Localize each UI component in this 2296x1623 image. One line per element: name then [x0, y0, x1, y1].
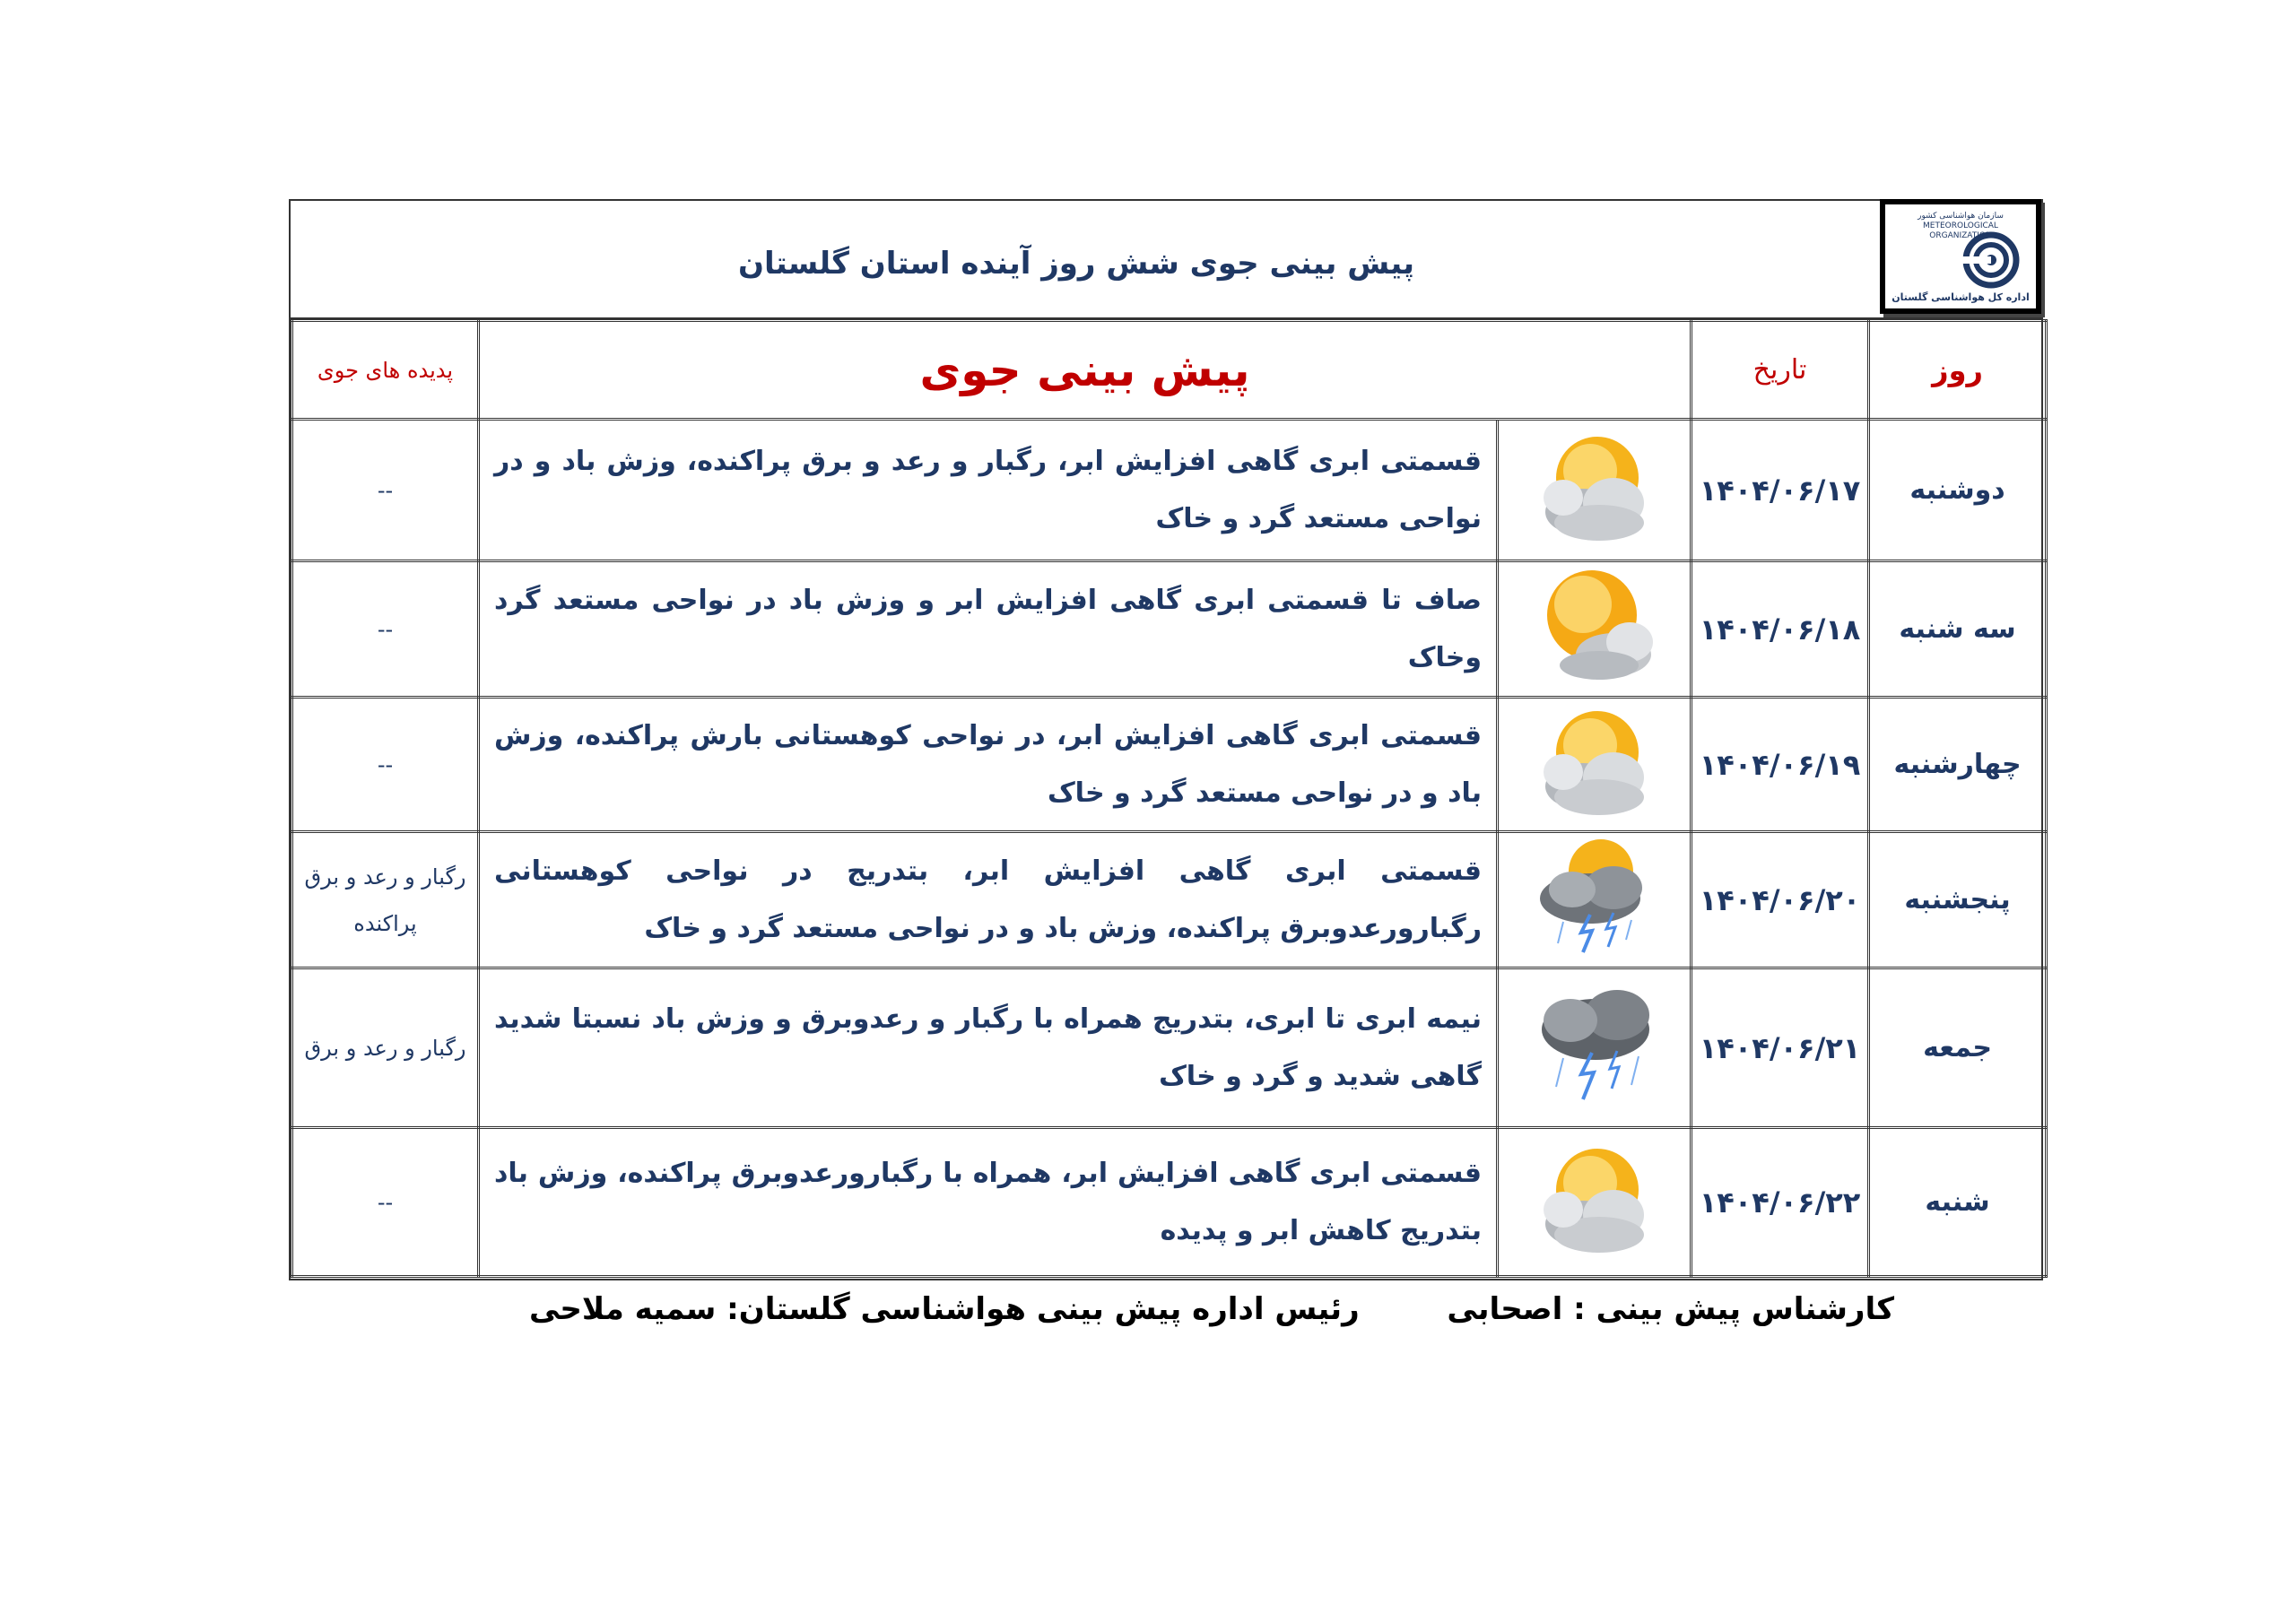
phenomena-cell: --: [292, 420, 479, 561]
date-cell: ۱۴۰۴/۰۶/۲۲: [1692, 1128, 1869, 1277]
date-cell: ۱۴۰۴/۰۶/۱۸: [1692, 561, 1869, 698]
table-row: [292, 420, 2047, 561]
weather-icon-cell: [1498, 561, 1692, 698]
forecast-cell: قسمتی ابری گاهی افزایش ابر، در نواحی کوهستانی بارش پراکنده، وزش باد و در نواحی مستعد گرد و خاک: [479, 698, 1498, 832]
table-row: [292, 968, 2047, 1128]
forecast-sheet: [289, 199, 2043, 1280]
day-cell: پنجشنبه: [1869, 832, 2047, 968]
table-row: [292, 698, 2047, 832]
day-cell: جمعه: [1869, 968, 2047, 1128]
weather-icon-cell: [1498, 698, 1692, 832]
weather-icon-cell: [1498, 968, 1692, 1128]
weather-icon-cell: [1498, 420, 1692, 561]
phenomena-cell: --: [292, 561, 479, 698]
header-day: روز: [1869, 321, 2047, 420]
forecast-cell: صاف تا قسمتی ابری گاهی افزایش ابر و وزش باد در نواحی مستعد گرد وخاک: [479, 561, 1498, 698]
forecast-cell: قسمتی ابری گاهی افزایش ابر، رگبار و رعد و برق پراکنده، وزش باد و در نواحی مستعد گرد و خاک: [479, 420, 1498, 561]
day-cell: چهارشنبه: [1869, 698, 2047, 832]
logo-emblem-icon: [1892, 226, 2029, 291]
forecaster-signature: کارشناس پیش بینی : اصحابی: [1447, 1291, 1894, 1327]
page-title: پیش بینی جوی شش روز آینده استان گلستان: [738, 246, 1414, 282]
partly-cloudy-icon: [1527, 1138, 1662, 1263]
day-cell: شنبه: [1869, 1128, 2047, 1277]
date-cell: ۱۴۰۴/۰۶/۲۰: [1692, 832, 1869, 968]
thunderstorm-icon: [1527, 979, 1662, 1114]
weather-icon-cell: [1498, 1128, 1692, 1277]
table-row: [292, 832, 2047, 968]
logo-top-text: سازمان هواشناسی کشور METEOROLOGICAL ORGANIZATION: [1918, 212, 2004, 240]
meteorological-organization-logo: [1880, 199, 2041, 314]
header-phenomena: پدیده های جوی: [292, 321, 479, 420]
forecast-table: [291, 319, 2048, 1278]
partly-cloudy-icon: [1527, 700, 1662, 826]
phenomena-cell: رگبار و رعد و برق: [292, 968, 479, 1128]
title-row: [291, 201, 2041, 319]
date-cell: ۱۴۰۴/۰۶/۱۹: [1692, 698, 1869, 832]
phenomena-cell: --: [292, 1128, 479, 1277]
forecast-cell: قسمتی ابری گاهی افزایش ابر، بتدریج در نواحی کوهستانی رگبارورعدوبرق پراکنده، وزش باد و در نواحی مستعد گرد و خاک: [479, 832, 1498, 968]
weather-icon-cell: [1498, 832, 1692, 968]
day-cell: دوشنبه: [1869, 420, 2047, 561]
phenomena-cell: رگبار و رعد و برق پراکنده: [292, 832, 479, 968]
date-cell: ۱۴۰۴/۰۶/۱۷: [1692, 420, 1869, 561]
header-row: [292, 321, 2047, 420]
logo-bottom-text: اداره کل هواشناسی گلستان: [1892, 291, 2030, 303]
sun-thunderstorm-icon: [1527, 836, 1662, 961]
forecast-cell: نیمه ابری تا ابری، بتدریج همراه با رگبار و رعدوبرق و وزش باد نسبتا شدید گاهی شدید و گرد و خاک: [479, 968, 1498, 1128]
day-cell: سه شنبه: [1869, 561, 2047, 698]
table-row: [292, 1128, 2047, 1277]
header-date: تاریخ: [1692, 321, 1869, 420]
table-row: [292, 561, 2047, 698]
sun-cloud-icon: [1527, 565, 1662, 690]
partly-cloudy-icon: [1527, 426, 1662, 551]
head-signature: رئیس اداره پیش بینی هواشناسی گلستان: سمیه ملاحی: [529, 1291, 1360, 1327]
forecast-cell: قسمتی ابری گاهی افزایش ابر، همراه با رگبارورعدوبرق پراکنده، وزش باد بتدریج کاهش ابر و پدیده: [479, 1128, 1498, 1277]
header-forecast: پیش بینی جوی: [479, 321, 1692, 420]
phenomena-cell: --: [292, 698, 479, 832]
date-cell: ۱۴۰۴/۰۶/۲۱: [1692, 968, 1869, 1128]
